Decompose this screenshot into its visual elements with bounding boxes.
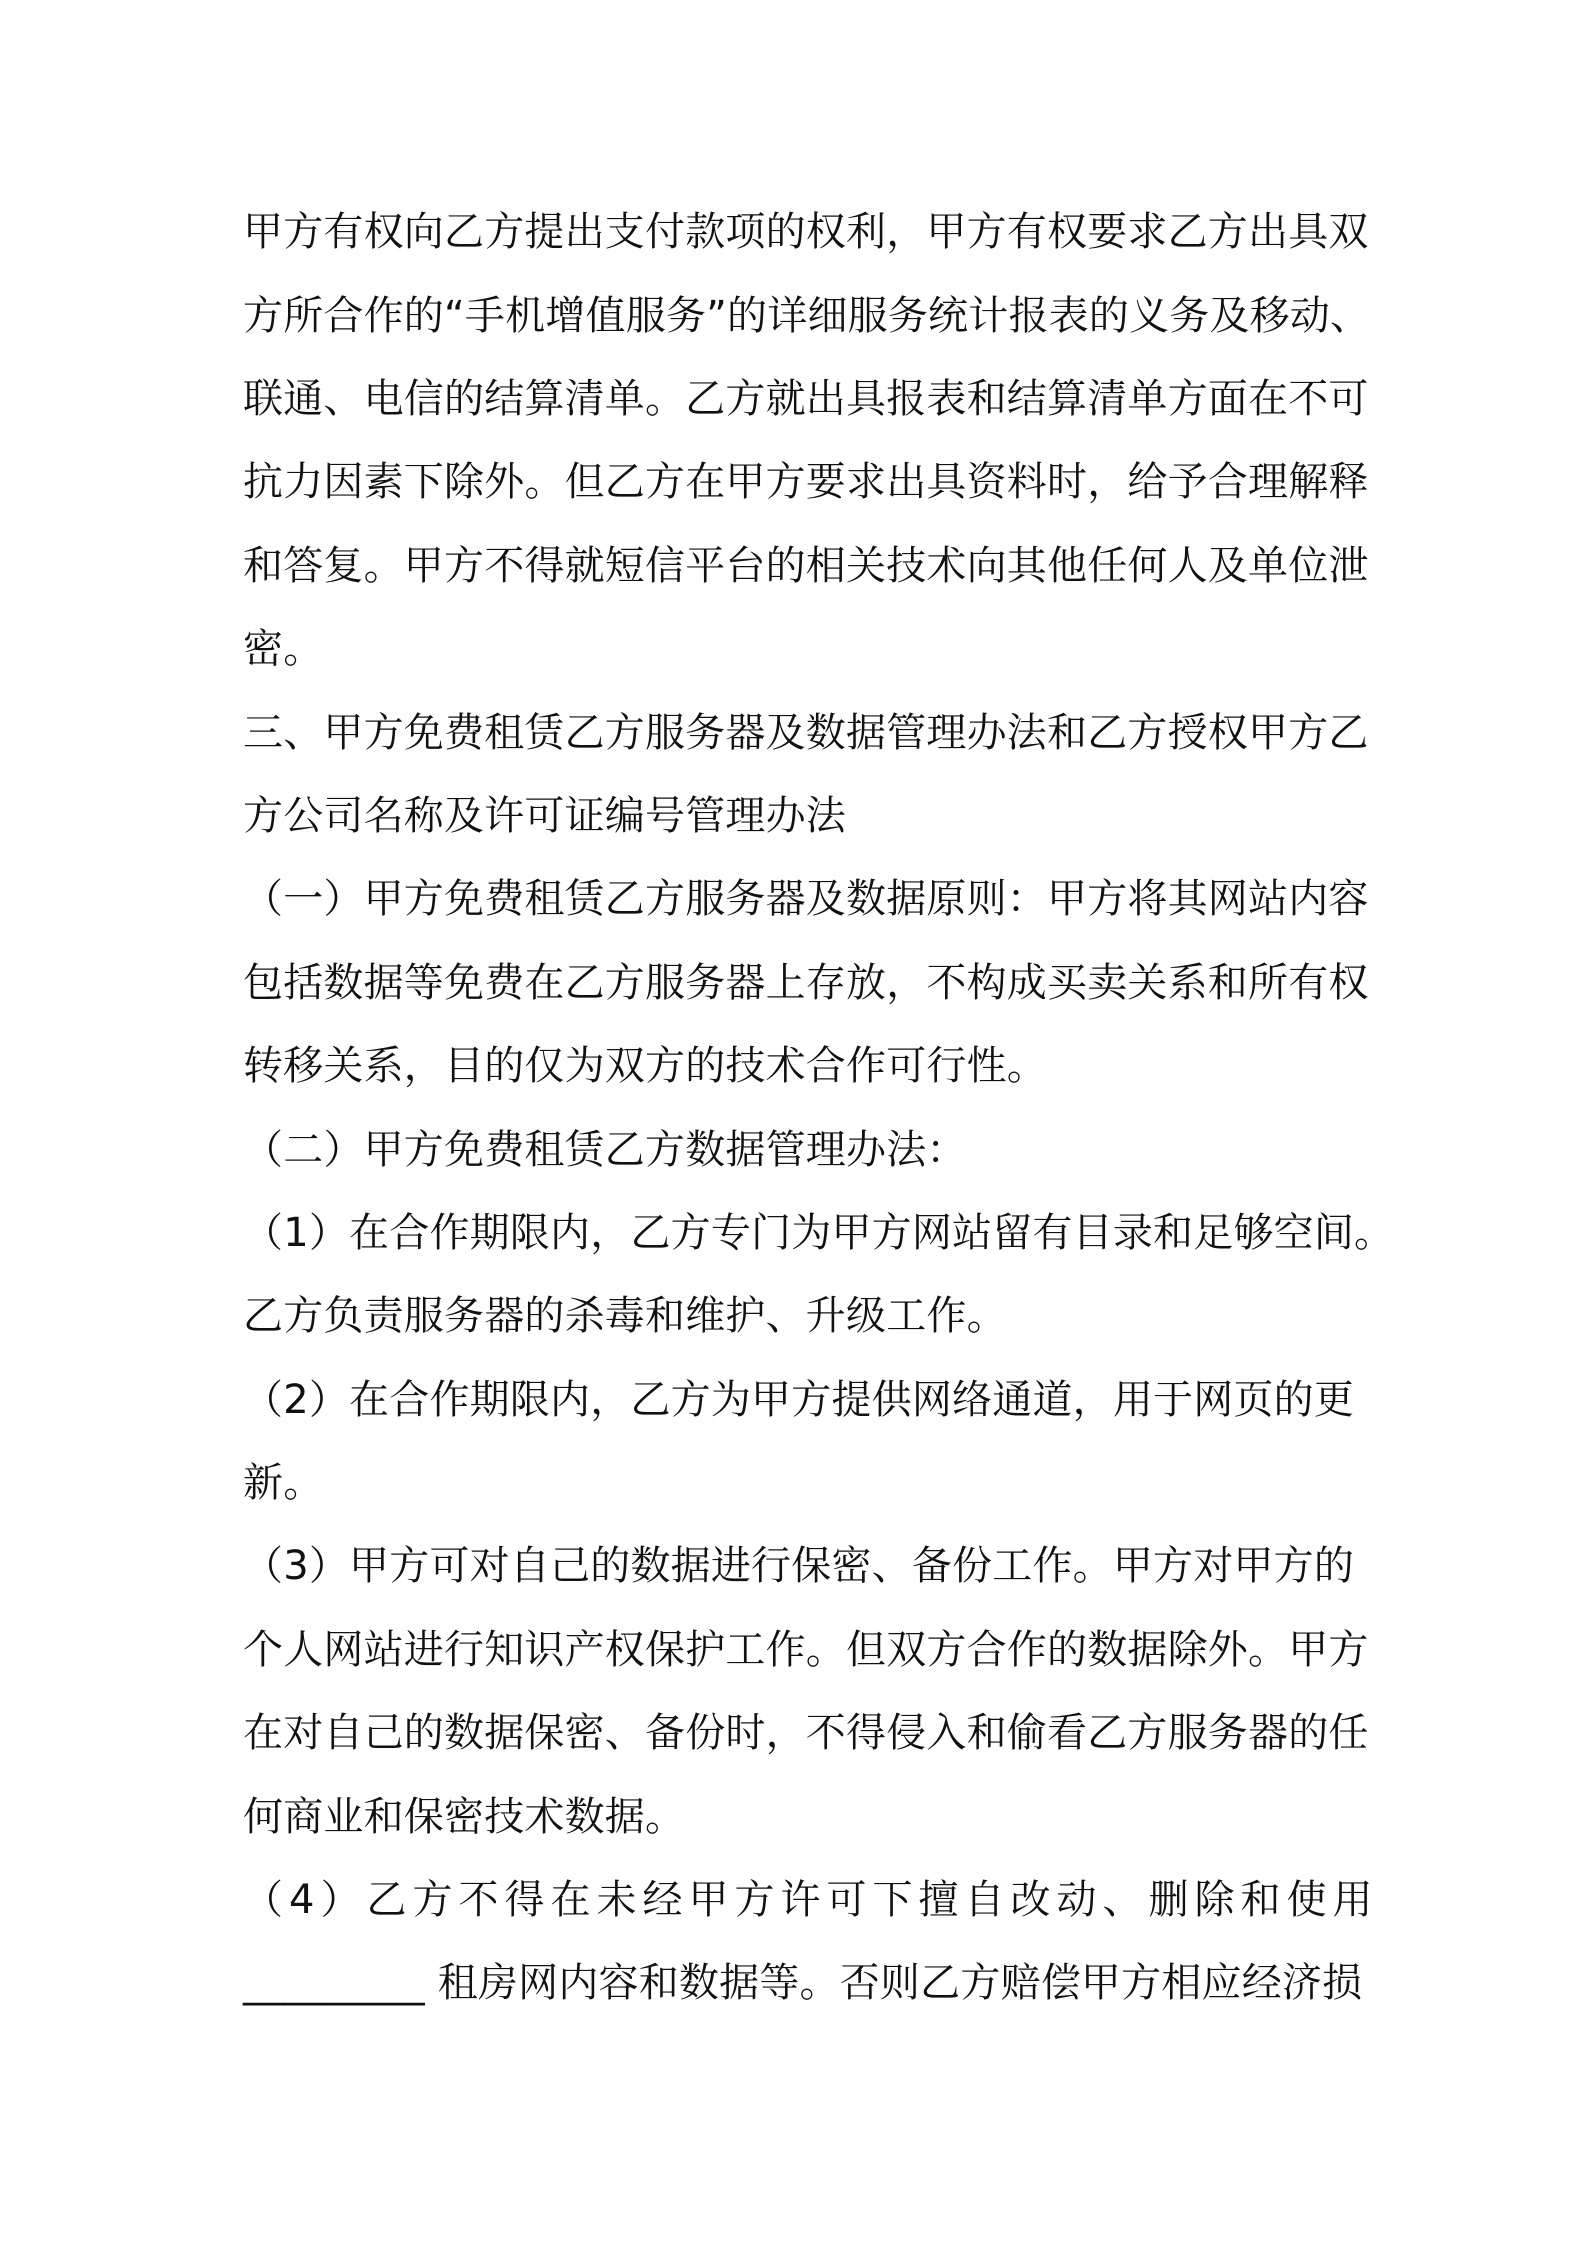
text-line: 甲方有权向乙方提出支付款项的权利，甲方有权要求乙方出具双 [243, 209, 1369, 255]
text-segment: 租房网内容和数据等。否则乙方赔偿甲方相应经济损 [437, 1960, 1363, 2006]
text-line: （2）在合作期限内，乙方为甲方提供网络通道，用于网页的更 [243, 1377, 1355, 1423]
text-line: 在对自己的数据保密、备份时，不得侵入和偷看乙方服务器的任 [243, 1710, 1369, 1756]
text-line: 何商业和保密技术数据。 [243, 1794, 686, 1840]
text-line: 方所合作的“手机增值服务”的详细服务统计报表的义务及移动、 [243, 293, 1371, 339]
section-heading: 三、甲方免费租赁乙方服务器及数据管理办法和乙方授权甲方乙 [243, 710, 1369, 756]
text-line: 和答复。甲方不得就短信平台的相关技术向其他任何人及单位泄 [243, 543, 1369, 589]
text-line: 包括数据等免费在乙方服务器上存放，不构成买卖关系和所有权 [243, 960, 1369, 1006]
text-line: （二）甲方免费租赁乙方数据管理办法： [243, 1127, 967, 1173]
section-heading: 方公司名称及许可证编号管理办法 [243, 793, 846, 839]
text-line: 转移关系，目的仅为双方的技术合作可行性。 [243, 1043, 1047, 1089]
text-line: （1）在合作期限内，乙方专门为甲方网站留有目录和足够空间。 [243, 1210, 1395, 1256]
fill-in-blank: _________ [243, 1960, 425, 2006]
text-line: 抗力因素下除外。但乙方在甲方要求出具资料时，给予合理解释 [243, 459, 1369, 505]
text-line: （3）甲方可对自己的数据进行保密、备份工作。甲方对甲方的 [243, 1543, 1355, 1589]
text-line: 联通、电信的结算清单。乙方就出具报表和结算清单方面在不可 [243, 376, 1369, 422]
text-line: （4）乙方不得在未经甲方许可下擅自改动、删除和使用 [243, 1877, 1379, 1923]
text-line: 新。 [243, 1460, 324, 1506]
text-line: 乙方负责服务器的杀毒和维护、升级工作。 [243, 1293, 1007, 1339]
text-line-with-blank [243, 1957, 1363, 2009]
text-line: 密。 [243, 626, 324, 672]
text-line: 个人网站进行知识产权保护工作。但双方合作的数据除外。甲方 [243, 1627, 1369, 1673]
text-line: （一）甲方免费租赁乙方服务器及数据原则：甲方将其网站内容 [243, 876, 1369, 922]
